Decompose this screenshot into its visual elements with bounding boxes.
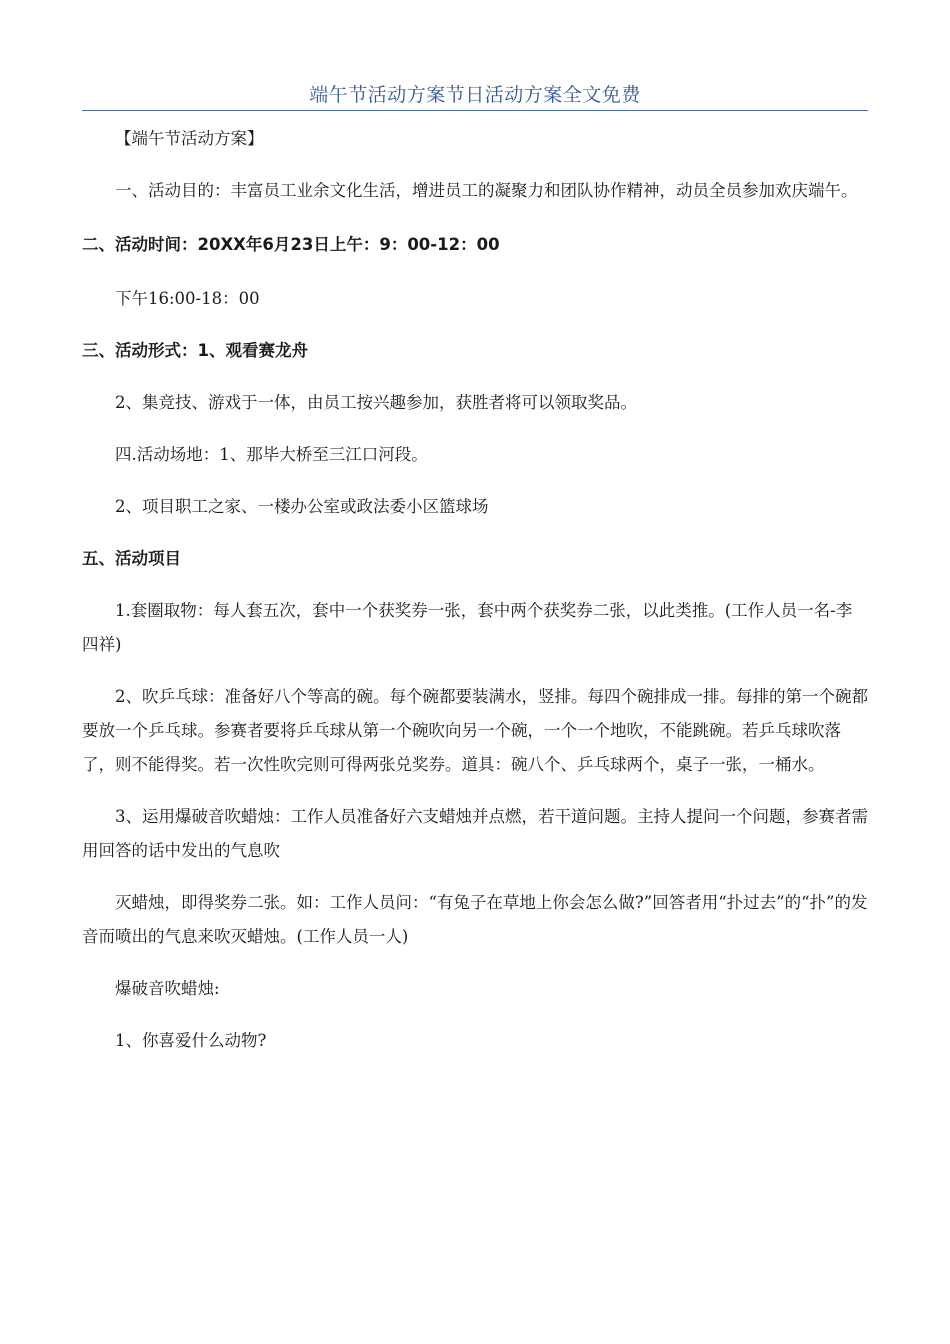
paragraph-item-candle-2: 灭蜡烛，即得奖券二张。如：工作人员问：“有兔子在草地上你会怎么做?”回答者用“扑过去”的“扑”的发音而喷出的气息来吹灭蜡烛。(工作人员一人) bbox=[82, 893, 868, 946]
header-title: 端午节活动方案节日活动方案全文免费 bbox=[309, 84, 641, 106]
paragraph-venue-2: 2、项目职工之家、一楼办公室或政法委小区篮球场 bbox=[115, 497, 489, 516]
heading-activity-time: 二、活动时间：20XX年6月23日上午：9：00-12：00 bbox=[82, 235, 500, 254]
paragraph-purpose: 一、活动目的：丰富员工业余文化生活，增进员工的凝聚力和团队协作精神，动员全员参加欢庆端午。 bbox=[115, 181, 858, 200]
paragraph-form-2: 2、集竞技、游戏于一体，由员工按兴趣参加，获胜者将可以领取奖品。 bbox=[115, 393, 637, 412]
paragraph-question-1: 1、你喜爱什么动物? bbox=[115, 1031, 267, 1050]
paragraph-item-ping-pong: 2、吹乒乓球：准备好八个等高的碗。每个碗都要装满水，竖排。每四个碗排成一排。每排的第一个碗都要放一个乒乓球。参赛者要将乒乓球从第一个碗吹向另一个碗，一个一个地吹，不能跳碗。若乒乓球吹落了，则不能得奖。若一次性吹完则可得两张兑奖券。道具：碗八个、乒乓球两个，桌子一张，一桶水。 bbox=[82, 687, 868, 774]
section-heading-plan: 【端午节活动方案】 bbox=[115, 129, 264, 148]
page-header bbox=[82, 82, 868, 111]
heading-activity-items: 五、活动项目 bbox=[82, 549, 181, 568]
paragraph-afternoon-time: 下午16:00-18：00 bbox=[115, 289, 260, 308]
heading-activity-form: 三、活动形式：1、观看赛龙舟 bbox=[82, 341, 308, 360]
paragraph-item-ring-toss: 1.套圈取物：每人套五次，套中一个获奖券一张，套中两个获奖券二张，以此类推。(工作人员一名-李四祥) bbox=[82, 601, 853, 654]
paragraph-item-candle-1: 3、运用爆破音吹蜡烛：工作人员准备好六支蜡烛并点燃，若干道问题。主持人提问一个问题，参赛者需用回答的话中发出的气息吹 bbox=[82, 807, 868, 860]
document-body bbox=[82, 122, 868, 1058]
paragraph-venue-1: 四.活动场地：1、那毕大桥至三江口河段。 bbox=[115, 445, 428, 464]
paragraph-candle-label: 爆破音吹蜡烛: bbox=[115, 979, 220, 998]
